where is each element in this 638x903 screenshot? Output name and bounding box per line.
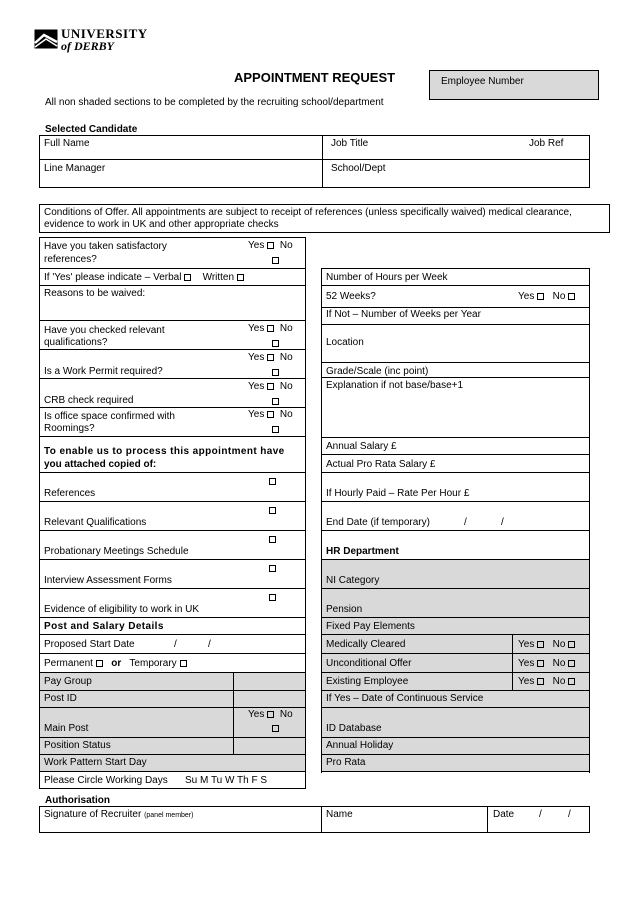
- job-ref-field[interactable]: Job Ref: [529, 138, 564, 149]
- instruction-text: All non shaded sections to be completed by the recruiting school/department: [45, 97, 384, 108]
- enable-heading: To enable us to process this appointment have: [44, 446, 285, 457]
- attachment-references: References: [44, 488, 96, 499]
- grade-label[interactable]: Grade/Scale (inc point): [326, 366, 429, 377]
- work-pattern-label: Work Pattern Start Day: [44, 757, 147, 768]
- yes-label: Yes: [248, 352, 265, 363]
- medically-cleared-label: Medically Cleared: [326, 639, 406, 650]
- working-days[interactable]: Su M Tu W Th F S: [185, 775, 268, 786]
- reference-type-row: [44, 272, 244, 284]
- qualifications-question-2: qualifications?: [44, 337, 108, 348]
- crb-yes-no[interactable]: [248, 381, 293, 393]
- position-status-label: Position Status: [44, 740, 111, 751]
- references-attached-checkbox[interactable]: [269, 478, 276, 485]
- references-question-2: references?: [44, 254, 97, 265]
- date-field[interactable]: Date: [493, 809, 515, 820]
- attachment-probationary: Probationary Meetings Schedule: [44, 546, 189, 557]
- contract-type-row: [44, 658, 187, 670]
- work-permit-yes-no[interactable]: [248, 352, 293, 364]
- unconditional-offer-label: Unconditional Offer: [326, 658, 412, 669]
- interview-attached-checkbox[interactable]: [269, 565, 276, 572]
- checkbox[interactable]: [568, 678, 575, 685]
- id-database-label: ID Database: [326, 723, 382, 734]
- date-separator: /: [208, 639, 211, 650]
- temporary-label: Temporary: [129, 658, 177, 669]
- hours-per-week-label[interactable]: Number of Hours per Week: [326, 272, 448, 283]
- crb-no-checkbox[interactable]: [272, 398, 279, 405]
- yes-label: Yes: [248, 240, 265, 251]
- or-label: or: [111, 658, 122, 669]
- main-post-label: Main Post: [44, 723, 89, 734]
- school-dept-field[interactable]: School/Dept: [331, 163, 386, 174]
- temporary-checkbox[interactable]: [180, 660, 187, 667]
- weeks52-label: 52 Weeks?: [326, 291, 376, 302]
- no-label: No: [279, 352, 293, 363]
- yes-label: Yes: [248, 381, 265, 392]
- written-checkbox[interactable]: [237, 274, 244, 281]
- no-label: No: [552, 291, 566, 302]
- page-title: APPOINTMENT REQUEST: [234, 70, 396, 85]
- crb-label: CRB check required: [44, 395, 134, 406]
- no-label: No: [279, 709, 293, 720]
- yes-label: Yes: [518, 658, 535, 669]
- checkbox[interactable]: [537, 293, 544, 300]
- date-separator: /: [539, 809, 542, 820]
- checkbox[interactable]: [267, 325, 274, 332]
- checkbox[interactable]: [267, 354, 274, 361]
- office-question-2: Roomings?: [44, 423, 95, 434]
- university-crest-icon: [34, 29, 58, 49]
- end-date-label[interactable]: End Date (if temporary): [326, 517, 430, 528]
- eligibility-attached-checkbox[interactable]: [269, 594, 276, 601]
- office-yes-no[interactable]: [248, 409, 293, 421]
- attachment-eligibility: Evidence of eligibility to work in UK: [44, 604, 200, 615]
- checkbox[interactable]: [267, 711, 274, 718]
- yes-label: Yes: [518, 291, 535, 302]
- checkbox[interactable]: [267, 383, 274, 390]
- main-post-yes-no[interactable]: [248, 709, 293, 721]
- references-question: Have you taken satisfactory: [44, 241, 167, 252]
- pro-rata-label: Pro Rata: [326, 757, 366, 768]
- probationary-attached-checkbox[interactable]: [269, 536, 276, 543]
- employee-number-label: Employee Number: [441, 76, 524, 87]
- checkbox[interactable]: [568, 660, 575, 667]
- annual-holiday-label: Annual Holiday: [326, 740, 394, 751]
- date-separator: /: [174, 639, 177, 650]
- unconditional-yes-no[interactable]: [518, 658, 575, 670]
- post-id-cell: [40, 691, 305, 707]
- proposed-start-label[interactable]: Proposed Start Date: [44, 639, 135, 650]
- existing-employee-label: Existing Employee: [326, 676, 409, 687]
- enable-heading-2: you attached copied of:: [44, 459, 157, 470]
- fixed-pay-label: Fixed Pay Elements: [326, 621, 415, 632]
- checkbox[interactable]: [568, 293, 575, 300]
- qualifications-yes-no[interactable]: [248, 323, 293, 335]
- yes-label: Yes: [518, 639, 535, 650]
- line-manager-field[interactable]: Line Manager: [44, 163, 106, 174]
- pay-group-label: Pay Group: [44, 676, 92, 687]
- no-label: No: [279, 240, 293, 251]
- if-yes-label: If 'Yes' please indicate – Verbal: [44, 272, 182, 283]
- candidate-table: [39, 135, 590, 188]
- job-title-field[interactable]: Job Title: [331, 138, 369, 149]
- ni-category-label: NI Category: [326, 575, 380, 586]
- annual-salary-label[interactable]: Annual Salary £: [326, 441, 397, 452]
- checkbox[interactable]: [537, 660, 544, 667]
- location-label[interactable]: Location: [326, 337, 364, 348]
- yes-label: Yes: [248, 709, 265, 720]
- full-name-field[interactable]: Full Name: [44, 138, 90, 149]
- panel-member-note: (panel member): [144, 812, 194, 819]
- checkbox[interactable]: [267, 411, 274, 418]
- office-question: Is office space confirmed with: [44, 411, 175, 422]
- logo-university: UNIVERSITY: [61, 26, 148, 41]
- signature-field[interactable]: [44, 809, 193, 822]
- conditions-line1: Conditions of Offer. All appointments are subject to receipt of references (unless specifically waived) medical clearance,: [44, 207, 572, 218]
- yes-label: Yes: [248, 409, 265, 420]
- references-yes-no[interactable]: [248, 240, 293, 252]
- conditions-line2: evidence to work in UK and other appropriate checks: [44, 219, 279, 230]
- qualifications-attached-checkbox[interactable]: [269, 507, 276, 514]
- signature-label: Signature of Recruiter: [44, 809, 142, 820]
- qualifications-no-checkbox[interactable]: [272, 340, 279, 347]
- no-label: No: [552, 658, 566, 669]
- office-no-checkbox[interactable]: [272, 426, 279, 433]
- attachment-qualifications: Relevant Qualifications: [44, 517, 147, 528]
- date-separator: /: [568, 809, 571, 820]
- hourly-rate-label[interactable]: If Hourly Paid – Rate Per Hour £: [326, 488, 470, 499]
- date-separator: /: [501, 517, 504, 528]
- attachment-interview: Interview Assessment Forms: [44, 575, 172, 586]
- references-no-checkbox[interactable]: [272, 257, 279, 264]
- explanation-label[interactable]: Explanation if not base/base+1: [326, 380, 464, 391]
- date-separator: /: [464, 517, 467, 528]
- no-label: No: [552, 639, 566, 650]
- reasons-waived-label[interactable]: Reasons to be waived:: [44, 288, 146, 299]
- permanent-label: Permanent: [44, 658, 93, 669]
- selected-candidate-heading: Selected Candidate: [45, 124, 138, 135]
- existing-yes-no[interactable]: [518, 676, 575, 688]
- written-label: Written: [202, 272, 235, 283]
- checkbox[interactable]: [568, 641, 575, 648]
- no-label: No: [279, 381, 293, 392]
- authorisation-heading: Authorisation: [45, 795, 110, 806]
- hr-department-heading: HR Department: [326, 546, 399, 557]
- weeks52-yes-no[interactable]: [518, 291, 575, 303]
- no-label: No: [279, 323, 293, 334]
- no-label: No: [552, 676, 566, 687]
- name-field[interactable]: Name: [326, 809, 353, 820]
- checkbox[interactable]: [537, 641, 544, 648]
- checkbox[interactable]: [267, 242, 274, 249]
- no-label: No: [279, 409, 293, 420]
- work-permit-no-checkbox[interactable]: [272, 369, 279, 376]
- verbal-checkbox[interactable]: [184, 274, 191, 281]
- qualifications-question: Have you checked relevant: [44, 325, 165, 336]
- post-salary-heading: Post and Salary Details: [44, 621, 164, 632]
- pro-rata-salary-label[interactable]: Actual Pro Rata Salary £: [326, 459, 436, 470]
- logo-derby: of DERBY: [61, 39, 115, 53]
- permanent-checkbox[interactable]: [96, 660, 103, 667]
- yes-label: Yes: [248, 323, 265, 334]
- post-id-label: Post ID: [44, 693, 77, 704]
- main-post-no-checkbox[interactable]: [272, 725, 279, 732]
- weeks-per-year-label[interactable]: If Not – Number of Weeks per Year: [326, 309, 481, 320]
- yes-label: Yes: [518, 676, 535, 687]
- work-permit-label: Is a Work Permit required?: [44, 366, 163, 377]
- pension-label: Pension: [326, 604, 363, 615]
- checkbox[interactable]: [537, 678, 544, 685]
- medically-yes-no[interactable]: [518, 639, 575, 651]
- continuous-service-label: If Yes – Date of Continuous Service: [326, 693, 484, 704]
- circle-days-label: Please Circle Working Days: [44, 775, 168, 786]
